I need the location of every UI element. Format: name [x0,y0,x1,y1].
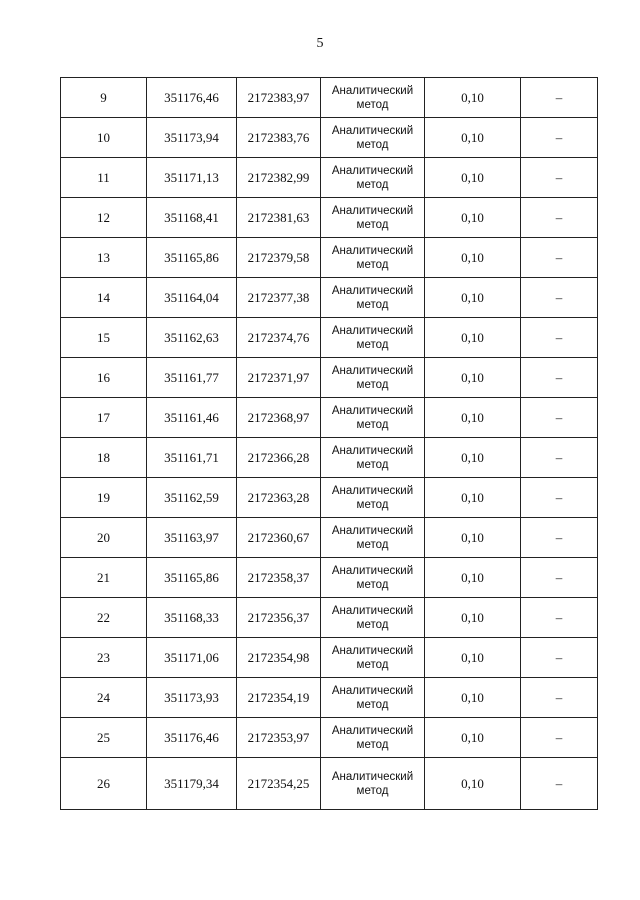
method-line-1: Аналитический [331,124,414,137]
table-row [61,598,598,638]
y-coordinate-cell: 2172354,98 [237,638,321,678]
accuracy-cell: 0,10 [425,438,521,478]
y-coordinate-cell: 2172356,37 [237,598,321,638]
point-number-cell: 23 [61,638,147,678]
note-cell: – [521,118,598,158]
table-row [61,478,598,518]
method-cell [321,638,425,678]
note-cell: – [521,638,598,678]
y-coordinate-cell: 2172382,99 [237,158,321,198]
accuracy-cell: 0,10 [425,518,521,558]
method-line-2: метод [356,418,389,431]
table-row [61,158,598,198]
table-row [61,678,598,718]
point-number-cell: 10 [61,118,147,158]
method-cell [321,318,425,358]
table-row [61,118,598,158]
method-cell [321,238,425,278]
point-number-cell: 16 [61,358,147,398]
x-coordinate-cell: 351176,46 [147,718,237,758]
note-cell: – [521,398,598,438]
point-number-cell: 18 [61,438,147,478]
y-coordinate-cell: 2172363,28 [237,478,321,518]
point-number-cell: 13 [61,238,147,278]
method-line-1: Аналитический [331,84,414,97]
method-cell [321,398,425,438]
method-line-1: Аналитический [331,444,414,457]
y-coordinate-cell: 2172377,38 [237,278,321,318]
point-number-cell: 17 [61,398,147,438]
page-number: 5 [316,36,324,51]
note-cell: – [521,278,598,318]
y-coordinate-cell: 2172354,25 [237,758,321,810]
method-line-1: Аналитический [331,284,414,297]
point-number-cell: 25 [61,718,147,758]
x-coordinate-cell: 351165,86 [147,238,237,278]
table-row [61,718,598,758]
accuracy-cell: 0,10 [425,718,521,758]
method-line-2: метод [356,578,389,591]
accuracy-cell: 0,10 [425,398,521,438]
y-coordinate-cell: 2172358,37 [237,558,321,598]
method-line-1: Аналитический [331,644,414,657]
y-coordinate-cell: 2172360,67 [237,518,321,558]
method-line-2: метод [356,98,389,111]
method-line-2: метод [356,658,389,671]
point-number-cell: 24 [61,678,147,718]
accuracy-cell: 0,10 [425,198,521,238]
note-cell: – [521,718,598,758]
method-line-1: Аналитический [331,404,414,417]
table-row [61,758,598,810]
y-coordinate-cell: 2172383,97 [237,78,321,118]
note-cell: – [521,158,598,198]
table-row [61,518,598,558]
x-coordinate-cell: 351163,97 [147,518,237,558]
method-line-1: Аналитический [331,244,414,257]
method-cell [321,278,425,318]
method-line-1: Аналитический [331,724,414,737]
accuracy-cell: 0,10 [425,318,521,358]
method-cell [321,718,425,758]
method-line-2: метод [356,378,389,391]
y-coordinate-cell: 2172353,97 [237,718,321,758]
accuracy-cell: 0,10 [425,638,521,678]
x-coordinate-cell: 351171,06 [147,638,237,678]
note-cell: – [521,238,598,278]
y-coordinate-cell: 2172371,97 [237,358,321,398]
method-line-1: Аналитический [331,204,414,217]
method-line-2: метод [356,538,389,551]
note-cell: – [521,558,598,598]
method-cell [321,598,425,638]
x-coordinate-cell: 351161,46 [147,398,237,438]
note-cell: – [521,518,598,558]
point-number-cell: 15 [61,318,147,358]
table-row [61,278,598,318]
point-number-cell: 20 [61,518,147,558]
method-cell [321,478,425,518]
method-cell [321,198,425,238]
method-line-1: Аналитический [331,604,414,617]
point-number-cell: 19 [61,478,147,518]
x-coordinate-cell: 351162,63 [147,318,237,358]
y-coordinate-cell: 2172368,97 [237,398,321,438]
point-number-cell: 12 [61,198,147,238]
accuracy-cell: 0,10 [425,558,521,598]
note-cell: – [521,758,598,810]
accuracy-cell: 0,10 [425,78,521,118]
y-coordinate-cell: 2172354,19 [237,678,321,718]
table-row [61,238,598,278]
coordinates-table [60,77,598,810]
method-line-1: Аналитический [331,324,414,337]
y-coordinate-cell: 2172383,76 [237,118,321,158]
method-line-2: метод [356,338,389,351]
x-coordinate-cell: 351173,93 [147,678,237,718]
note-cell: – [521,318,598,358]
method-line-1: Аналитический [331,524,414,537]
accuracy-cell: 0,10 [425,678,521,718]
point-number-cell: 9 [61,78,147,118]
y-coordinate-cell: 2172374,76 [237,318,321,358]
x-coordinate-cell: 351161,77 [147,358,237,398]
method-line-2: метод [356,784,389,797]
point-number-cell: 26 [61,758,147,810]
method-line-2: метод [356,178,389,191]
x-coordinate-cell: 351173,94 [147,118,237,158]
table-row [61,438,598,478]
method-line-2: метод [356,138,389,151]
method-line-1: Аналитический [331,684,414,697]
x-coordinate-cell: 351165,86 [147,558,237,598]
method-line-2: метод [356,698,389,711]
method-cell [321,758,425,810]
accuracy-cell: 0,10 [425,598,521,638]
method-line-2: метод [356,218,389,231]
accuracy-cell: 0,10 [425,158,521,198]
method-cell [321,518,425,558]
point-number-cell: 14 [61,278,147,318]
x-coordinate-cell: 351176,46 [147,78,237,118]
table-row [61,358,598,398]
method-line-2: метод [356,738,389,751]
method-line-2: метод [356,258,389,271]
x-coordinate-cell: 351161,71 [147,438,237,478]
method-cell [321,438,425,478]
accuracy-cell: 0,10 [425,478,521,518]
y-coordinate-cell: 2172366,28 [237,438,321,478]
table-row [61,198,598,238]
method-line-1: Аналитический [331,164,414,177]
method-cell [321,678,425,718]
table-row [61,78,598,118]
method-line-1: Аналитический [331,364,414,377]
x-coordinate-cell: 351162,59 [147,478,237,518]
note-cell: – [521,198,598,238]
note-cell: – [521,438,598,478]
method-cell [321,118,425,158]
accuracy-cell: 0,10 [425,278,521,318]
table-row [61,638,598,678]
method-cell [321,558,425,598]
method-line-1: Аналитический [331,770,414,783]
x-coordinate-cell: 351171,13 [147,158,237,198]
table-row [61,318,598,358]
note-cell: – [521,78,598,118]
y-coordinate-cell: 2172379,58 [237,238,321,278]
y-coordinate-cell: 2172381,63 [237,198,321,238]
x-coordinate-cell: 351179,34 [147,758,237,810]
accuracy-cell: 0,10 [425,758,521,810]
accuracy-cell: 0,10 [425,238,521,278]
note-cell: – [521,358,598,398]
note-cell: – [521,478,598,518]
accuracy-cell: 0,10 [425,358,521,398]
table-row [61,398,598,438]
accuracy-cell: 0,10 [425,118,521,158]
point-number-cell: 11 [61,158,147,198]
method-cell [321,158,425,198]
table-row [61,558,598,598]
method-line-1: Аналитический [331,484,414,497]
point-number-cell: 21 [61,558,147,598]
note-cell: – [521,598,598,638]
note-cell: – [521,678,598,718]
method-line-2: метод [356,298,389,311]
method-line-2: метод [356,498,389,511]
x-coordinate-cell: 351168,41 [147,198,237,238]
x-coordinate-cell: 351168,33 [147,598,237,638]
point-number-cell: 22 [61,598,147,638]
method-line-2: метод [356,458,389,471]
method-cell [321,358,425,398]
method-line-1: Аналитический [331,564,414,577]
x-coordinate-cell: 351164,04 [147,278,237,318]
method-cell [321,78,425,118]
method-line-2: метод [356,618,389,631]
